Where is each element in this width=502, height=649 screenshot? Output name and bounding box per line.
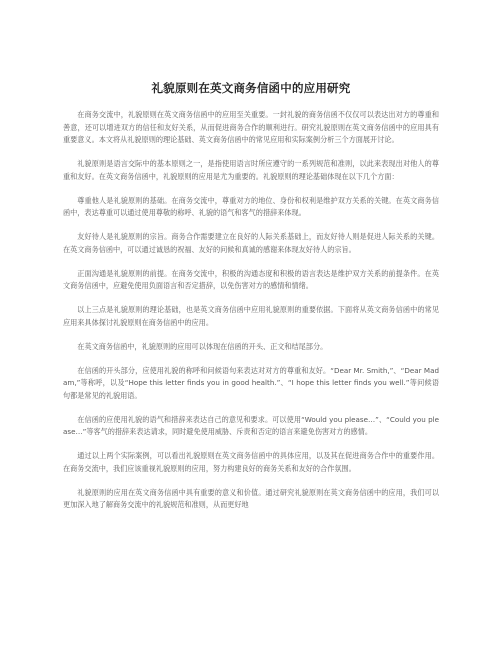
paragraph: 在信函的开头部分，应使用礼貌的称呼和问候语句来表达对对方的尊重和友好。“Dear Mr. Smith,”、“Dear Madam,”等称呼，以及“Hope this letter finds you in good health.”、“I hope this letter finds you well.”等问候语句都是常见的礼貌用语。 [63,365,439,400]
paragraph: 礼貌原则的应用在英文商务信函中具有重要的意义和价值。通过研究礼貌原则在英文商务信函中的应用，我们可以更加深入地了解商务交流中的礼貌规范和准则，从而更好地 [63,487,439,509]
paragraph: 在信函的应使用礼貌的语气和措辞来表达自己的意见和要求。可以使用“Would you please…”、“Could you please…”等客气的措辞来表达请求，同时避免使用威胁、斥责和否定的语言来避免伤害对方的感情。 [63,414,439,436]
paragraph: 通过以上两个实际案例，可以看出礼貌原则在英文商务信函中的具体应用，以及其在促进商务合作中的重要作用。在商务交流中，我们应该重视礼貌原则的应用，努力构建良好的商务关系和友好的合作氛围。 [63,451,439,473]
paragraph: 以上三点是礼貌原则的理论基础，也是英文商务信函中应用礼貌原则的重要依据。下面将从英文商务信函中的常见应用来具体探讨礼貌原则在商务信函中的应用。 [63,305,439,327]
document-body [63,109,439,512]
paragraph: 友好待人是礼貌原则的宗旨。商务合作需要建立在良好的人际关系基础上，而友好待人则是促进人际关系的关键。在英文商务信函中，可以通过诚恳的祝福、友好的问候和真诚的感谢来体现友好待人的宗旨。 [63,232,439,254]
paragraph: 尊重他人是礼貌原则的基础。在商务交流中，尊重对方的地位、身份和权利是维护双方关系的关键。在英文商务信函中，表达尊重可以通过使用尊敬的称呼、礼貌的语气和客气的措辞来体现。 [63,195,439,217]
document-title: 礼貌原则在英文商务信函中的应用研究 [151,81,351,95]
paragraph: 礼貌原则是语言交际中的基本原则之一，是指使用语言时所应遵守的一系列规范和准则，以此来表现出对他人的尊重和友好。在英文商务信函中，礼貌原则的应用是尤为重要的。礼貌原则的理论基础体现在以下几个方面： [63,159,439,181]
paragraph: 在商务交流中，礼貌原则在英文商务信函中的应用至关重要。一封礼貌的商务信函不仅仅可以表达出对方的尊重和善意，还可以增进双方的信任和友好关系，从而促进商务合作的顺利进行。研究礼貌原则在英文商务信函中的应用具有重要意义。本文将从礼貌原则的理论基础、英文商务信函中的常见应用和实际案例分析三个方面展开讨论。 [63,110,439,144]
paragraph: 正面沟通是礼貌原则的前提。在商务交流中，积极的沟通态度和积极的语言表达是维护双方关系的前提条件。在英文商务信函中，应避免使用负面语言和否定措辞，以免伤害对方的感情和情绪。 [63,268,439,290]
paragraph: 在英文商务信函中，礼貌原则的应用可以体现在信函的开头、正文和结尾部分。 [77,341,328,351]
